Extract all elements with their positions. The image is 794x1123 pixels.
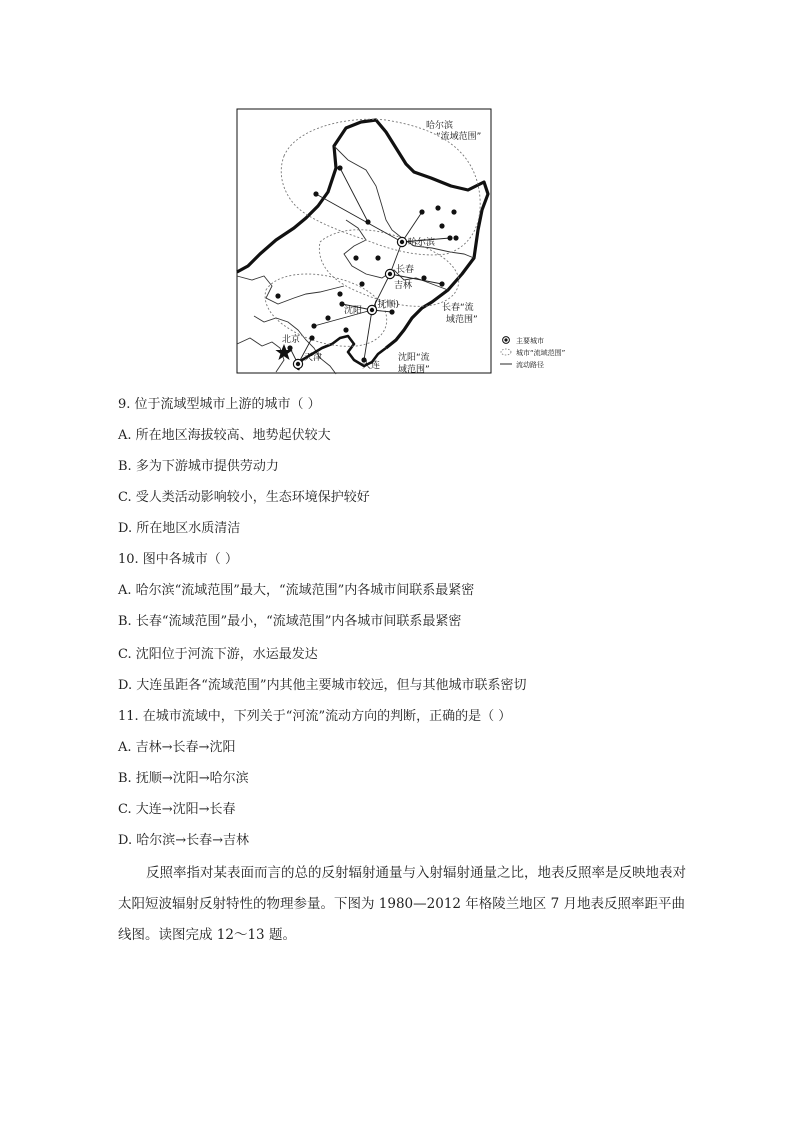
question-9-option-a: A. 所在地区海拔较高、地势起伏较大: [118, 428, 331, 443]
province-border: [237, 338, 284, 372]
fushun-label: (抚顺): [374, 300, 400, 310]
shenyang-label: 沈阳: [344, 306, 363, 316]
harbin-label: 哈尔滨: [408, 238, 436, 248]
flow-paths: [290, 168, 450, 364]
map-figure: [236, 108, 592, 376]
legend-major-city: 主要城市: [516, 337, 544, 345]
major-city-tianjin: [293, 359, 302, 368]
question-11-option-b: B. 抚顺→沈阳→哈尔滨: [118, 771, 249, 786]
province-border: [237, 276, 344, 304]
question-11-option-c: C. 大连→沈阳→长春: [118, 802, 236, 817]
question-10-stem: 10. 图中各城市（ ）: [118, 552, 238, 567]
major-city-changchun: [385, 269, 394, 278]
reading-paragraph: 反照率指对某表面而言的总的反射辐射通量与入射辐射通量之比，地表反照率是反映地表对太阳短波辐射反射特性的物理参量。下图为 1980—2012 年格陵兰地区 7 月地表反照率距平曲线图。读图完成 12～13 题。: [118, 865, 686, 943]
major-city-harbin: [397, 237, 406, 246]
question-10-option-d: D. 大连虽距各“流域范围”内其他主要城市较远，但与其他城市联系密切: [118, 678, 527, 693]
question-9-option-d: D. 所在地区水质清洁: [118, 521, 241, 536]
legend-city-range: 城市“流域范围”: [516, 349, 566, 357]
harbin-range-label-2: “流域范围”: [436, 132, 482, 142]
harbin-range-label-1: 哈尔滨: [426, 121, 454, 131]
changchun-label: 长春: [396, 265, 415, 275]
dalian-label: 大连: [362, 361, 381, 371]
legend-flow-path: 流动路径: [516, 361, 544, 369]
beijing-label: 北京: [282, 335, 301, 345]
question-11-option-a: A. 吉林→长春→沈阳: [118, 740, 236, 755]
shenyang-range-label-2: 域范围”: [398, 365, 430, 375]
question-10-option-c: C. 沈阳位于河流下游，水运最发达: [118, 647, 318, 662]
shenyang-range-label-1: 沈阳“流: [398, 353, 430, 363]
question-10-option-b: B. 长春“流域范围”最小，“流域范围”内各城市间联系最紧密: [118, 614, 462, 629]
question-10-option-a: A. 哈尔滨“流域范围”最大，“流域范围”内各城市间联系最紧密: [118, 583, 475, 598]
jilin-label: 吉林: [394, 281, 413, 291]
question-9-stem: 9. 位于流域型城市上游的城市（ ）: [118, 397, 321, 412]
minor-cities: [275, 165, 458, 362]
question-9-option-c: C. 受人类活动影响较小，生态环境保护较好: [118, 490, 370, 505]
changchun-range-label-2: 域范围”: [446, 315, 478, 325]
question-11-option-d: D. 哈尔滨→长春→吉林: [118, 833, 250, 848]
northeast-china-map: [236, 108, 592, 376]
tianjin-label: 天津: [304, 353, 323, 363]
question-9-option-b: B. 多为下游城市提供劳动力: [118, 459, 279, 474]
changchun-range-label-1: 长春“流: [442, 303, 474, 313]
map-legend: [500, 336, 565, 369]
question-11-stem: 11. 在城市流域中，下列关于“河流”流动方向的判断，正确的是（ ）: [118, 709, 512, 724]
